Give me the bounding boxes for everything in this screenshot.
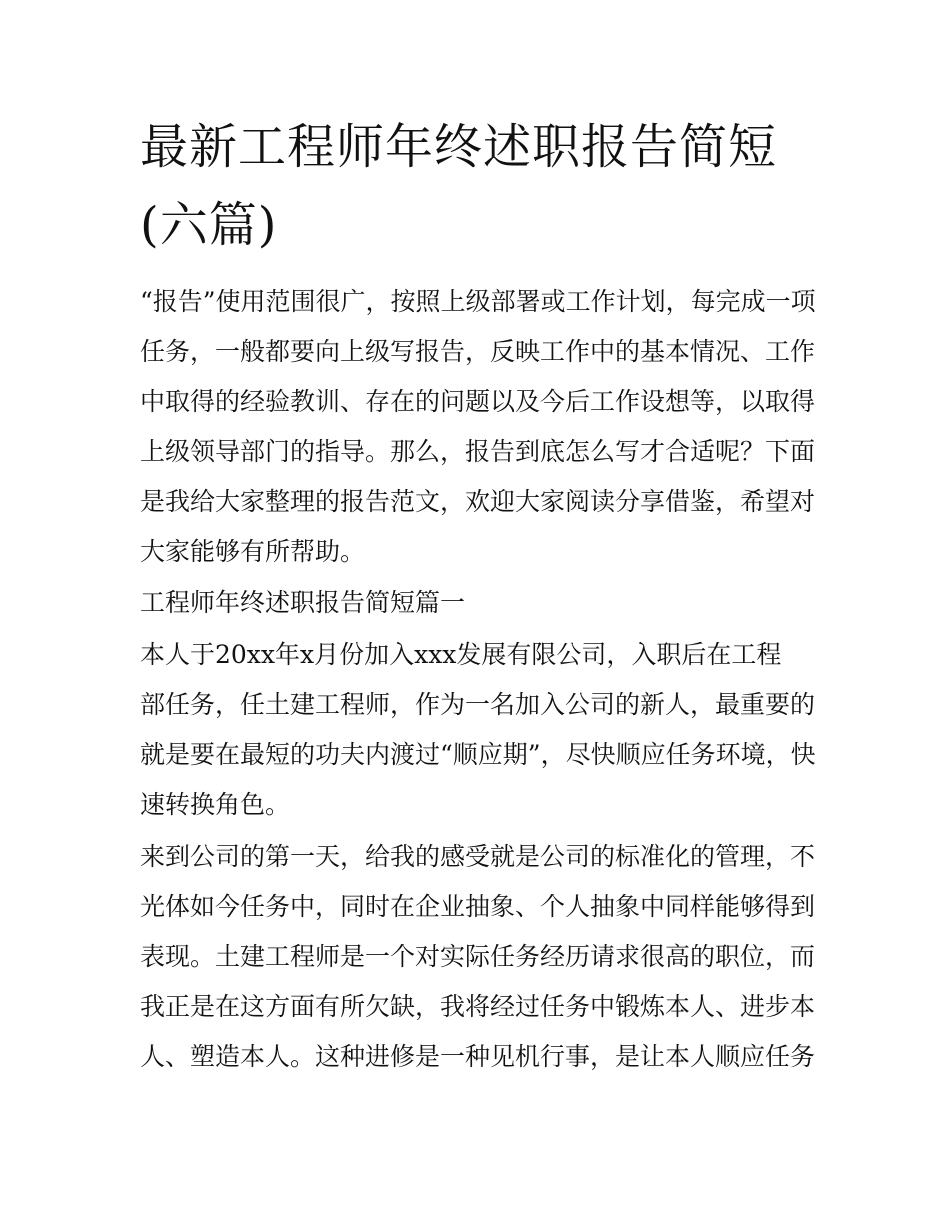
paragraph-2-line-2: 光体如今任务中，同时在企业抽象、个人抽象中同样能够得到 [140, 892, 816, 921]
paragraph-1-line-3: 就是要在最短的功夫内渡过“顺应期”，尽快顺应任务环境，快 [140, 740, 816, 769]
intro-line-1: “报告”使用范围很广，按照上级部署或工作计划，每完成一项 [140, 287, 816, 316]
intro-line-2: 任务，一般都要向上级写报告，反映工作中的基本情况、工作 [140, 337, 816, 366]
paragraph-1-line-4: 速转换角色。 [140, 790, 291, 819]
paragraph-1-line-2: 部任务，任土建工程师，作为一名加入公司的新人，最重要的 [140, 690, 816, 719]
paragraph-2-line-5: 人、塑造本人。这种进修是一种见机行事，是让本人顺应任务 [140, 1042, 816, 1071]
intro-line-4: 上级领导部门的指导。那么，报告到底怎么写才合适呢？下面 [140, 437, 816, 466]
intro-line-3: 中取得的经验教训、存在的问题以及今后工作设想等，以取得 [140, 387, 816, 416]
intro-line-5: 是我给大家整理的报告范文，欢迎大家阅读分享借鉴，希望对 [140, 487, 816, 516]
paragraph-2-line-3: 表现。土建工程师是一个对实际任务经历请求很高的职位，而 [140, 942, 816, 971]
paragraph-2-line-4: 我正是在这方面有所欠缺，我将经过任务中锻炼本人、进步本 [140, 992, 816, 1021]
paragraph-2-line-1: 来到公司的第一天，给我的感受就是公司的标准化的管理，不 [140, 842, 816, 871]
intro-line-6: 大家能够有所帮助。 [140, 537, 366, 566]
document-title [140, 108, 820, 264]
title-line-2: (六篇) [140, 197, 278, 253]
paragraph-1-line-1: 本人于20xx年x月份加入xxx发展有限公司，入职后在工程 [140, 640, 782, 669]
title-line-1: 最新工程师年终述职报告简短 [140, 119, 778, 175]
section-heading: 工程师年终述职报告简短篇一 [140, 588, 466, 617]
